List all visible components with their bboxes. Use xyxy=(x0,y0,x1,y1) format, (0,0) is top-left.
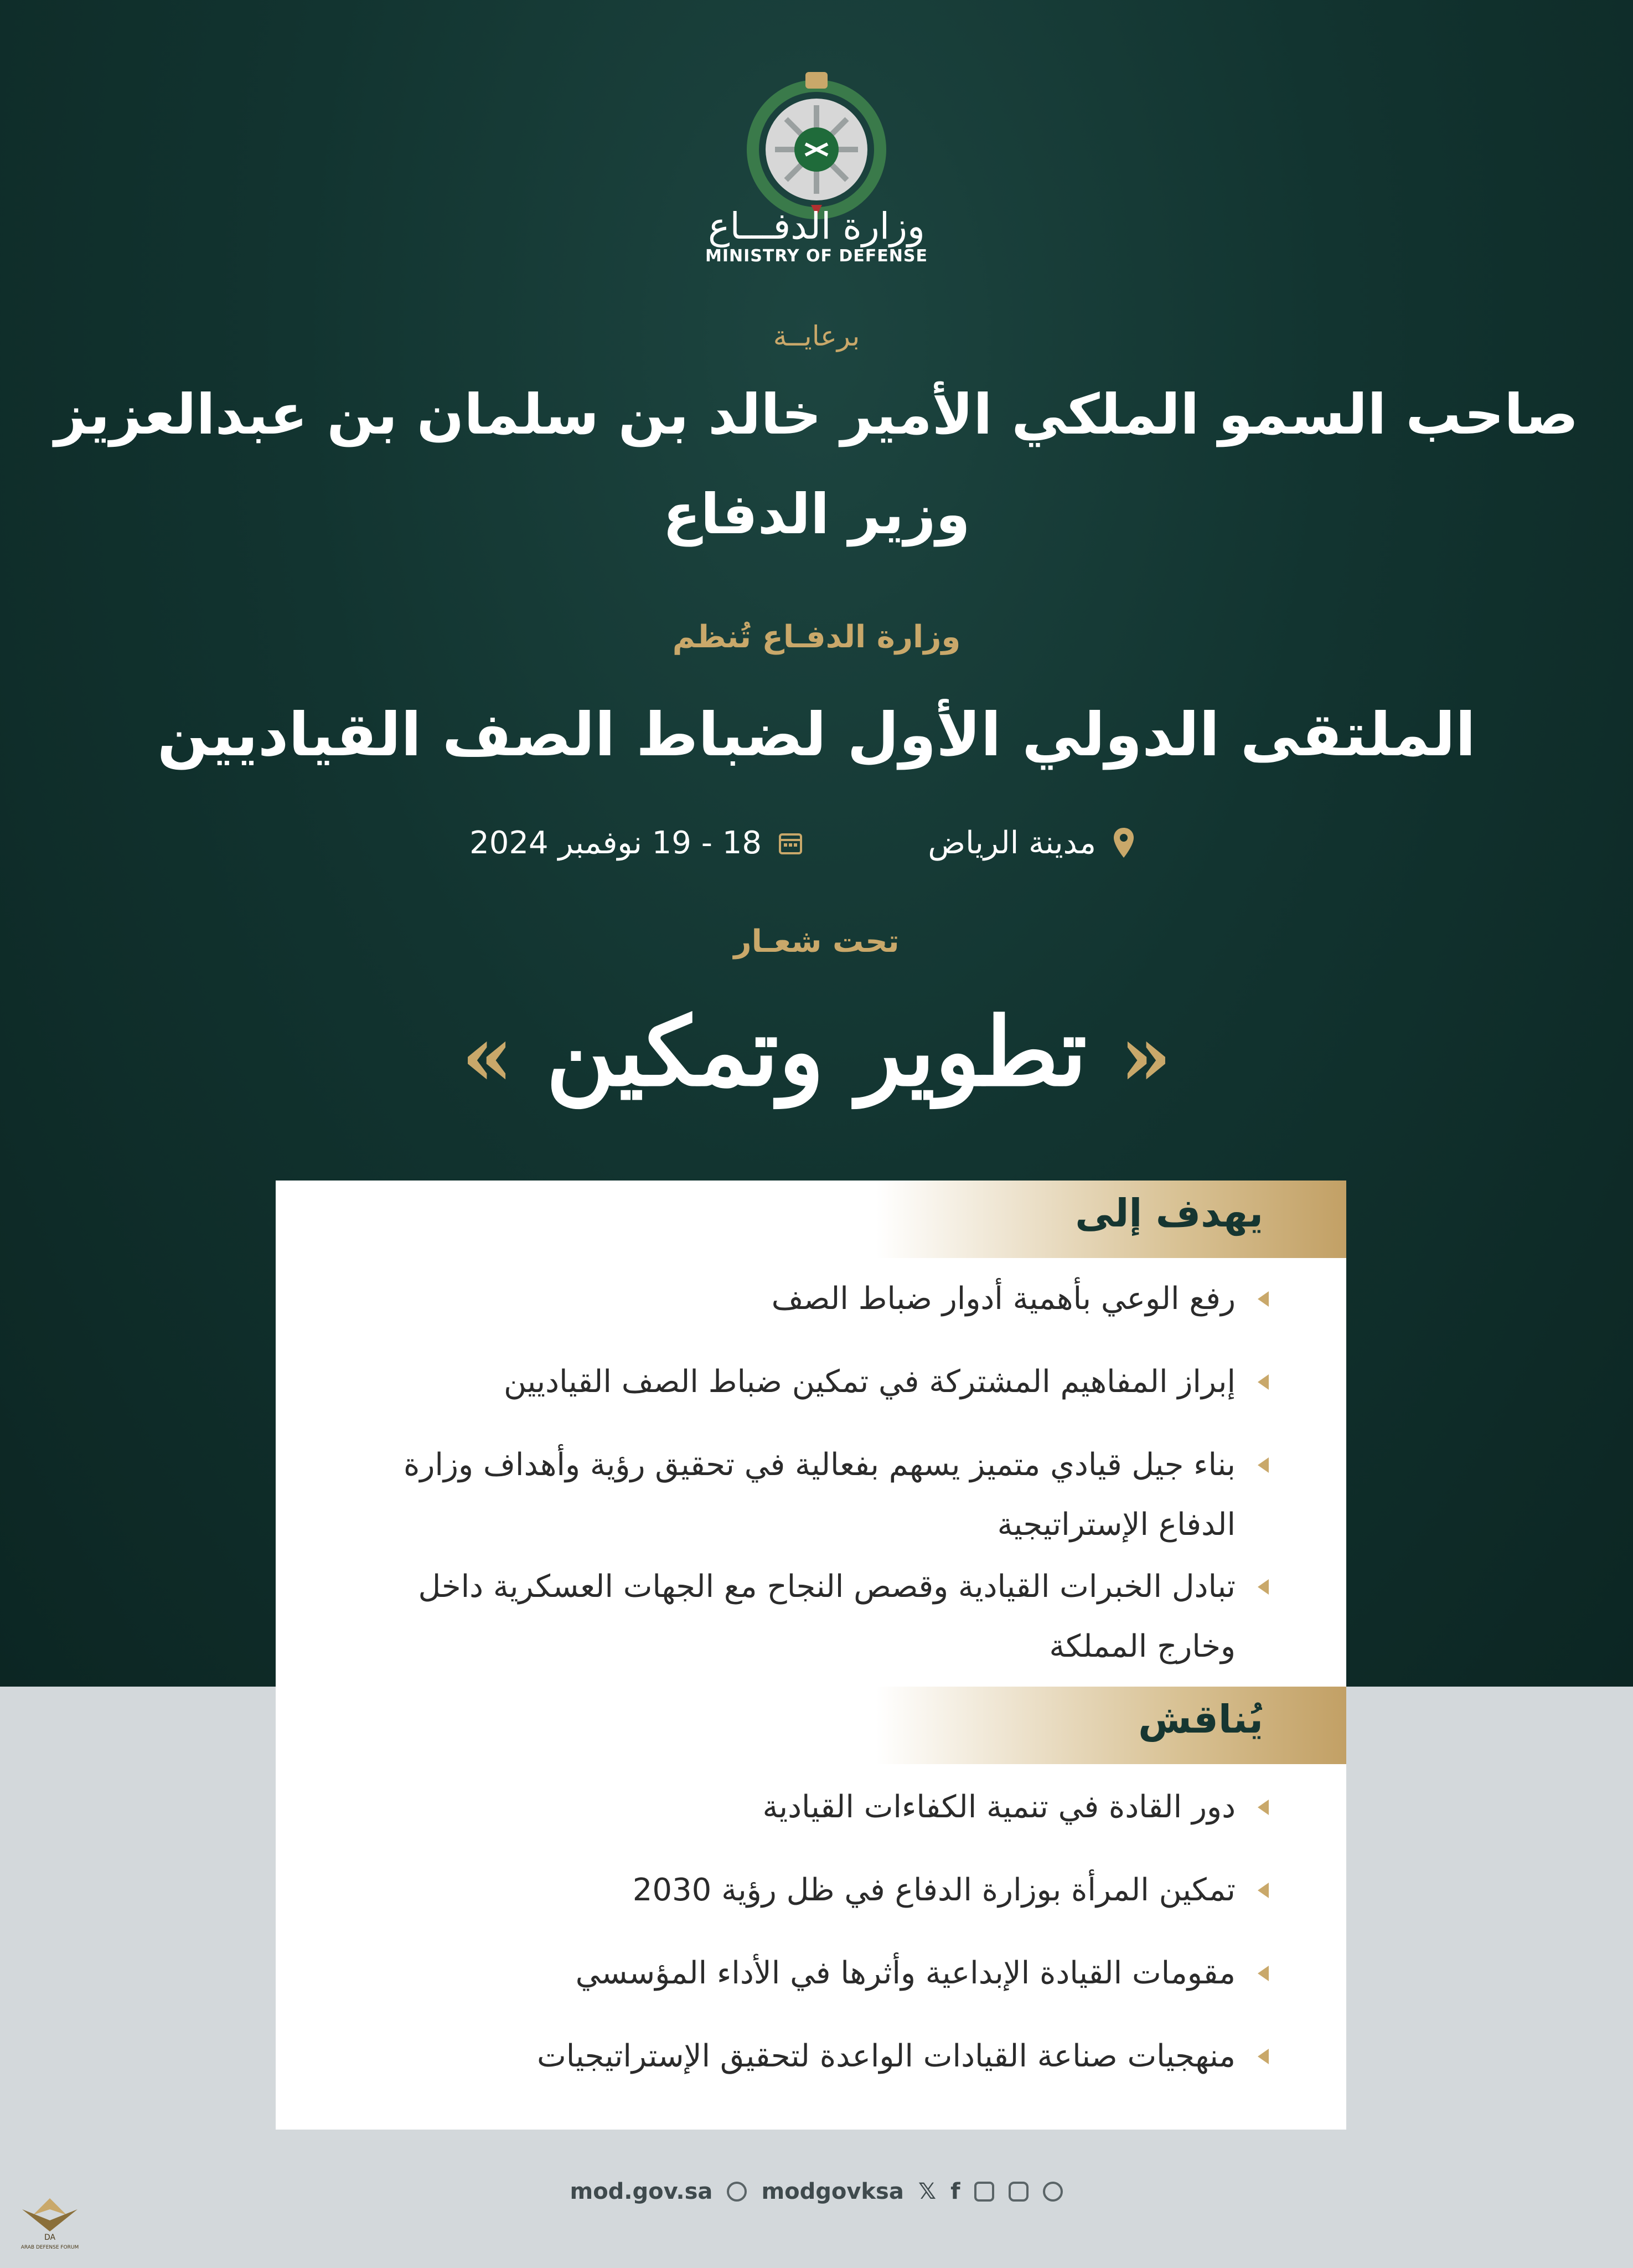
bullet-icon xyxy=(1258,1579,1269,1595)
motto-text: تطوير وتمكين xyxy=(546,997,1087,1107)
instagram-icon[interactable] xyxy=(1009,2182,1029,2202)
organizer-label: وزارة الدفـاع تُنظم xyxy=(672,619,961,655)
bullet-icon xyxy=(1258,1457,1269,1473)
website-link[interactable]: mod.gov.sa xyxy=(570,2179,713,2204)
bullet-icon xyxy=(1258,1966,1269,1981)
patronage-label: برعايــة xyxy=(773,320,860,352)
watermark-logo xyxy=(11,2193,89,2259)
event-location xyxy=(928,825,1135,861)
bullet-icon xyxy=(1258,2049,1269,2064)
bullet-icon xyxy=(1258,1374,1269,1390)
bullet-icon xyxy=(1258,1883,1269,1898)
goal-item: تبادل الخبرات القيادية وقصص النجاح مع الجهات العسكرية داخل وخارج المملكة xyxy=(418,1569,1236,1664)
goal-item: بناء جيل قيادي متميز يسهم بفعالية في تحقيق رؤية وأهداف وزارة الدفاع الإستراتيجية xyxy=(404,1447,1236,1543)
date-text: 18 - 19 نوفمبر 2024 xyxy=(469,825,762,861)
ministry-emblem-icon xyxy=(733,55,900,221)
discuss-item: تمكين المرأة بوزارة الدفاع في ظل رؤية 2030 xyxy=(632,1872,1236,1908)
location-text: مدينة الرياض xyxy=(928,825,1096,861)
ministry-name-english: MINISTRY OF DEFENSE xyxy=(705,246,928,266)
watermark-text: ARAB DEFENSE FORUM xyxy=(20,2245,79,2250)
discuss-item: منهجيات صناعة القيادات الواعدة لتحقيق الإستراتيجيات xyxy=(537,2038,1236,2074)
goals-title: يهدف إلى xyxy=(1075,1190,1263,1236)
motto-label: تحت شعـار xyxy=(733,924,900,960)
goal-item: إبراز المفاهيم المشتركة في تمكين ضباط الصف القياديين xyxy=(503,1364,1236,1400)
prince-name: صاحب السمو الملكي الأمير خالد بن سلمان بن عبدالعزيز xyxy=(54,382,1579,447)
globe-icon xyxy=(727,2182,747,2202)
watermark-abbr: DA xyxy=(44,2233,56,2242)
discuss-header xyxy=(876,1687,1346,1764)
discuss-item: دور القادة في تنمية الكفاءات القيادية xyxy=(762,1789,1236,1825)
event-title: الملتقى الدولي الأول لضباط الصف القياديين xyxy=(157,700,1476,770)
footer xyxy=(0,2179,1633,2204)
x-icon[interactable]: 𝕏 xyxy=(918,2179,937,2204)
social-handle[interactable]: modgovksa xyxy=(761,2179,904,2204)
discuss-title: يُناقش xyxy=(1138,1697,1263,1742)
quote-open-icon: « xyxy=(1119,1007,1172,1105)
facebook-icon[interactable]: f xyxy=(950,2179,960,2204)
ministry-name-arabic: وزارة الدفـــاع xyxy=(708,205,925,248)
calendar-icon xyxy=(778,831,803,855)
info-card xyxy=(276,1181,1346,2130)
prince-title: وزير الدفاع xyxy=(663,482,970,547)
goal-item: رفع الوعي بأهمية أدوار ضباط الصف xyxy=(771,1281,1236,1317)
goals-header xyxy=(876,1181,1346,1258)
bullet-icon xyxy=(1258,1800,1269,1815)
youtube-icon[interactable] xyxy=(974,2182,994,2202)
forum-logo-icon xyxy=(11,2193,89,2243)
discuss-item: مقومات القيادة الإبداعية وأثرها في الأداء المؤسسي xyxy=(575,1955,1236,1991)
motto xyxy=(0,997,1633,1107)
snapchat-icon[interactable] xyxy=(1043,2182,1063,2202)
location-pin-icon xyxy=(1113,827,1135,860)
event-date xyxy=(469,825,803,861)
quote-close-icon: » xyxy=(461,1007,514,1105)
bullet-icon xyxy=(1258,1291,1269,1307)
